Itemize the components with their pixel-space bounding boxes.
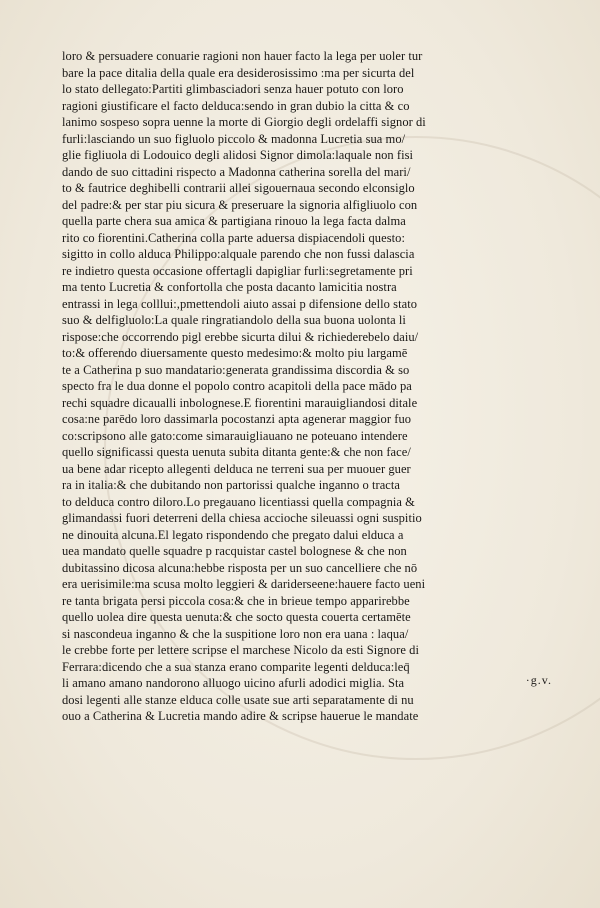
- text-line: rechi squadre dicaualli inbolognese.E fiorentini marauigliandosi ditale: [62, 395, 418, 410]
- text-line: loro & persuadere conuarie ragioni non hauer facto la lega per uoler tur: [62, 49, 423, 63]
- text-line: quella parte chera sua amica & partigiana rinouo la lega facta dalma: [62, 214, 406, 228]
- text-line: ragioni giustificare el facto delduca:sendo in gran dubio la citta & co: [62, 98, 410, 113]
- text-line: ma tento Lucretia & confortolla che posta dacanto lamicitia nostra: [62, 280, 397, 294]
- text-line: bare la pace ditalia della quale era desiderosissimo :ma per sicurta del: [62, 65, 415, 80]
- text-line: glimandassi fuori deterreni della chiesa accioche sileuassi ogni suspitio: [62, 511, 422, 525]
- text-line: Ferrara:dicendo che a sua stanza erano comparite legenti delduca:leq̄: [62, 659, 410, 674]
- text-line: glie figliuola di Lodouico degli alidosi Signor dimola:laquale non fisi: [62, 148, 414, 162]
- text-line: te a Catherina p suo mandatario:generata grandissima discordia & so: [62, 362, 410, 377]
- text-line: era uerisimile:ma scusa molto leggieri & dariderseene:hauere facto ueni: [62, 577, 426, 591]
- text-line: ouo a Catherina & Lucretia mando adire & scripse hauerue le mandate: [62, 709, 419, 723]
- text-line: re tanta brigata persi piccola cosa:& che in brieue tempo apparirebbe: [62, 593, 410, 608]
- text-line: sigitto in collo alduca Philippo:alquale parendo che non fussi dalasciа: [62, 247, 415, 261]
- text-line: co:scripsono alle gato:come simarauigliauano ne poteuano intendere: [62, 428, 408, 443]
- text-line: quello uolea dire questa uenuta:& che socto questa couerta certamēte: [62, 610, 411, 624]
- text-line: specto fra le dua donne el popolo contro acapitoli della pace mādo pa: [62, 379, 412, 393]
- text-line: ra in italia:& che dubitando non partorissi qualche inganno o tracta: [62, 478, 401, 492]
- main-text-block: [62, 48, 552, 725]
- text-line: cosa:ne parēdo loro dassimarla pocostanzi apta agenerar maggior fuo: [62, 412, 412, 426]
- text-line: le crebbe forte per lettere scripse el marchese Nicolo da esti Signore di: [62, 643, 419, 657]
- text-line: lo stato dellegato:Partiti glimbasciadori senza hauer potuto con loro: [62, 82, 404, 96]
- signature-mark: ·g.v.: [525, 673, 552, 687]
- text-line: rito co fiorentini.Catherina colla parte aduersa dispiacendoli questo:: [62, 230, 405, 245]
- text-line: ne dinouita alcuna.El legato rispondendo che pregato dalui elduca a: [62, 527, 404, 542]
- text-line: dando de suo cittadini rispecto a Madonna catherina sorella del mari/: [62, 164, 411, 179]
- text-line: to delduca contro diloro.Lo pregauano licentiassi quella compagnia &: [62, 494, 415, 509]
- text-line: quello significassi questa uenuta subita ditanta gente:& che non face/: [62, 445, 411, 459]
- text-line: ua bene adar ricepto allegenti delduca ne terreni sua per muouer guer: [62, 461, 411, 476]
- text-line: lanimo sospeso sopra uenne la morte di Giorgio degli ordelaffi signor di: [62, 115, 426, 129]
- text-line: furli:lasciando un suo figluolo piccolo & madonna Lucretia sua mo/: [62, 131, 406, 146]
- text-line: to & fautrice deghibelli contrarii allei sigouernaua secondo elconsiglo: [62, 181, 415, 195]
- text-line: li amano amano nandorono alluogo uicino afurli adodici miglia. Sta: [62, 676, 405, 690]
- text-line: si nascondeua inganno & che la suspitione loro non era uana : laqua/: [62, 626, 409, 641]
- text-line: re indietro questa occasione offertagli dapigliar furli:segretamente pri: [62, 263, 413, 278]
- text-line: entrassi in lega colllui:,pmettendoli aiuto assai p difensione dello stato: [62, 296, 418, 311]
- text-line: dubitassino dicosa alcuna:hebbe risposta per un suo cancelliere che nō: [62, 560, 418, 575]
- text-line: to:& offerendo diuersamente questo medesimo:& molto piu largamē: [62, 346, 408, 360]
- text-line: uea mandato quelle squadre p racquistar castel bolognese & che non: [62, 544, 407, 558]
- text-line: dosi legenti alle stanze elduca colle usate sue arti separatamente di nu: [62, 692, 414, 707]
- text-line: rispose:che occorrendo pigl erebbe sicurta dilui & richiederebelo daiu/: [62, 329, 419, 344]
- text-line: del padre:& per star piu sicura & preseruare la signoria alfigliuolo con: [62, 197, 418, 212]
- text-line: suo & delfigluolo:La quale ringratiandolo della sua buona uolonta li: [62, 313, 406, 327]
